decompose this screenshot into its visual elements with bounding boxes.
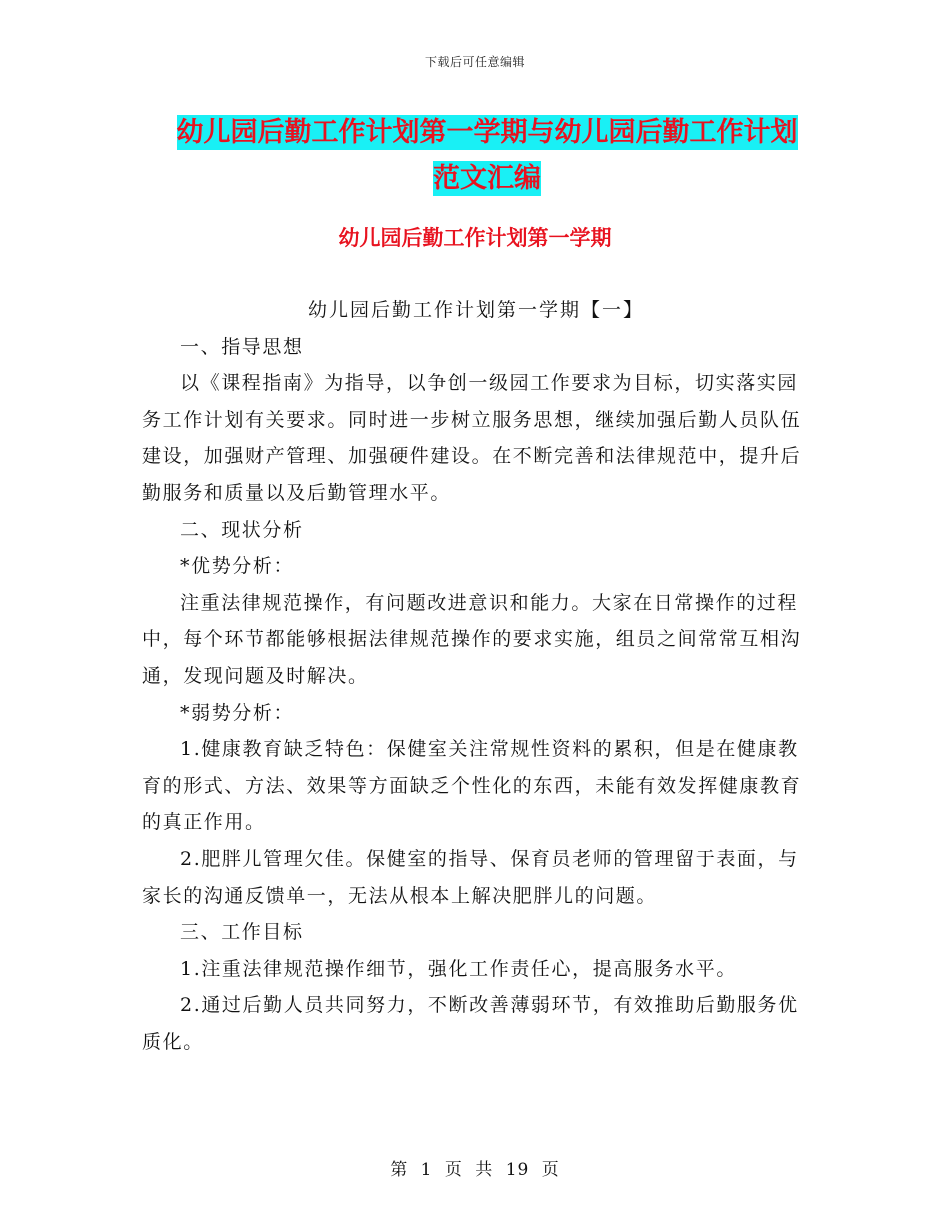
page-footer: 第 1 页 共 19 页	[390, 1160, 560, 1180]
header-note: 下载后可任意编辑	[424, 55, 525, 69]
document-title-line1: 幼儿园后勤工作计划第一学期与幼儿园后勤工作计划	[176, 117, 798, 148]
heading-work-goals: 三、工作目标	[180, 921, 304, 944]
subtitle: 幼儿园后勤工作计划第一学期【一】	[307, 299, 644, 321]
paragraph: 2.肥胖儿管理欠佳。保健室的指导、保育员老师的管理留于表面，与家长的沟通反馈单一，无法从根本上解决肥胖儿的问题。	[142, 847, 799, 907]
paragraph: 1.健康教育缺乏特色：保健室关注常规性资料的累积，但是在健康教育的形式、方法、效果等方面缺乏个性化的东西，未能有效发挥健康教育的真正作用。	[142, 738, 802, 834]
paragraph: 以《课程指南》为指导，以争创一级园工作要求为目标，切实落实园务工作计划有关要求。同时进一步树立服务思想，继续加强后勤人员队伍建设，加强财产管理、加强硬件建设。在不断完善和法律规范中，提升后勤服务和质量以及后勤管理水平。	[142, 372, 802, 504]
heading-guiding-ideology: 一、指导思想	[180, 335, 304, 358]
section-title: 幼儿园后勤工作计划第一学期	[338, 226, 612, 250]
paragraph: 1.注重法律规范操作细节，强化工作责任心，提高服务水平。	[180, 957, 737, 980]
document-body	[142, 292, 810, 1060]
paragraph: 2.通过后勤人员共同努力，不断改善薄弱环节，有效推助后勤服务优质化。	[142, 994, 799, 1053]
subheading-strengths: *优势分析：	[180, 555, 295, 578]
subheading-weaknesses: *弱势分析：	[180, 701, 295, 724]
document-title	[142, 110, 832, 202]
paragraph: 注重法律规范操作，有问题改进意识和能力。大家在日常操作的过程中，每个环节都能够根据法律规范操作的要求实施，组员之间常常互相沟通，发现问题及时解决。	[142, 591, 802, 687]
document-title-line2: 范文汇编	[433, 163, 541, 194]
heading-status-analysis: 二、现状分析	[180, 518, 304, 541]
